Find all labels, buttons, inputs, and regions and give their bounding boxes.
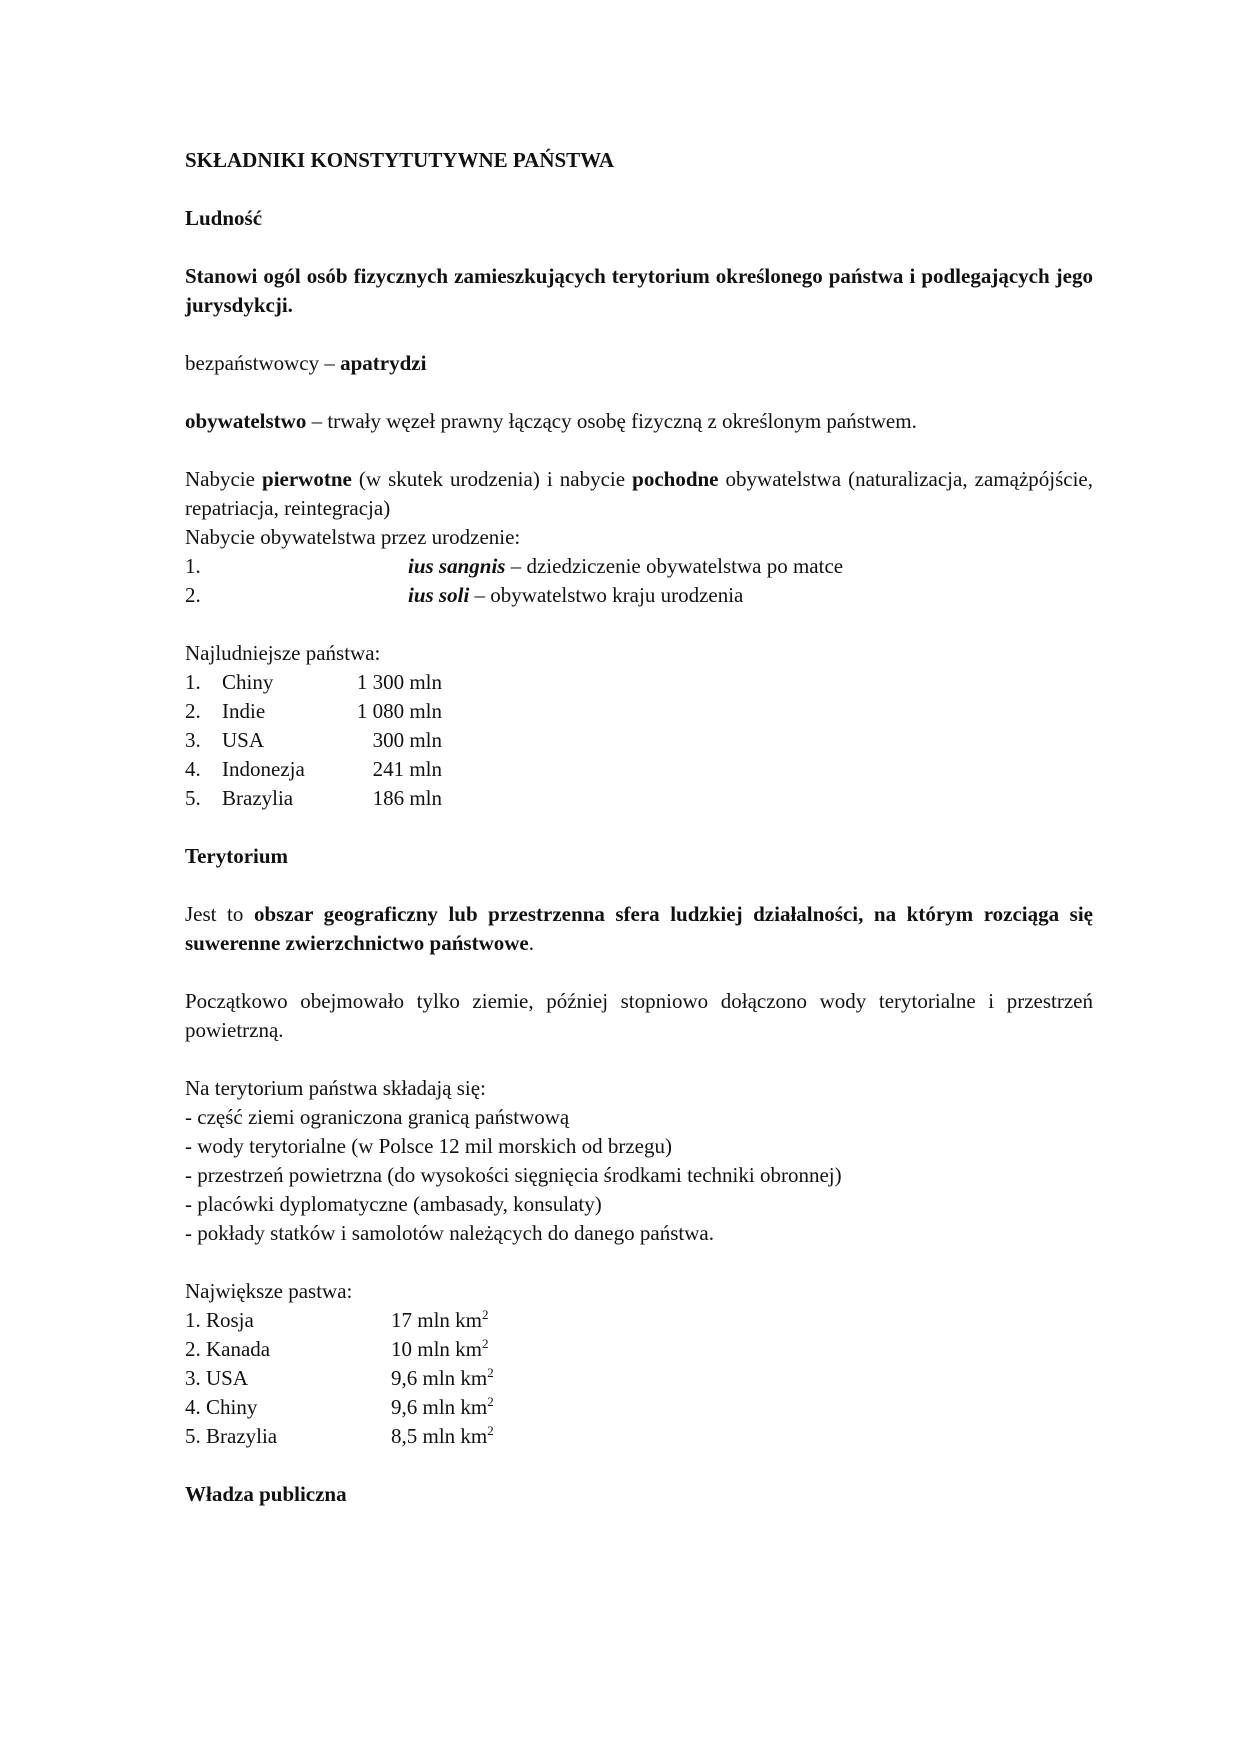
document-title: SKŁADNIKI KONSTYTUTYWNE PAŃSTWA bbox=[185, 148, 615, 172]
population-row: 1. Chiny 1 300 mln bbox=[185, 670, 442, 694]
components-intro: Na terytorium państwa składają się: bbox=[185, 1076, 486, 1100]
component-item: - część ziemi ograniczona granicą państwową bbox=[185, 1105, 570, 1129]
document-page bbox=[185, 146, 1093, 1509]
component-item: - przestrzeń powietrzna (do wysokości sięgnięcia środkami techniki obronnej) bbox=[185, 1163, 842, 1187]
stateless-value: apatrydzi bbox=[340, 351, 427, 375]
stateless-term: bezpaństwowcy bbox=[185, 351, 320, 375]
population-row: 3. USA 300 mln bbox=[185, 728, 442, 752]
primary-term: pierwotne bbox=[262, 467, 352, 491]
population-row: 5. Brazylia 186 mln bbox=[185, 786, 442, 810]
section-heading-ludnosc: Ludność bbox=[185, 206, 263, 230]
area-row: 4. Chiny 9,6 mln $km^2$ bbox=[185, 1394, 494, 1419]
by-birth-item: 1. ius sangnis – dziedziczenie obywatelstwa po matce bbox=[185, 554, 844, 578]
component-item: - wody terytorialne (w Polsce 12 mil morskich od brzegu) bbox=[185, 1134, 672, 1158]
derived-term: pochodne bbox=[632, 467, 719, 491]
largest-intro: Największe pastwa: bbox=[185, 1279, 353, 1303]
population-row: 2. Indie 1 080 mln bbox=[185, 699, 442, 723]
area-row: 3. USA 9,6 mln $km^2$ bbox=[185, 1365, 494, 1390]
by-birth-item: 2. ius soli – obywatelstwo kraju urodzenia bbox=[185, 583, 744, 607]
area-row: 5. Brazylia 8,5 mln $km^2$ bbox=[185, 1423, 494, 1448]
component-item: - placówki dyplomatyczne (ambasady, konsulaty) bbox=[185, 1192, 602, 1216]
ludnosc-definition: Stanowi ogól osób fizycznych zamieszkujących terytorium określonego państwa i podlegających jego jurysdykcji. bbox=[185, 264, 1093, 317]
terytorium-history: Początkowo obejmowało tylko ziemie, później stopniowo dołączono wody terytorialne i przestrzeń powietrzną. bbox=[185, 989, 1093, 1042]
component-item: - pokłady statków i samolotów należących do danego państwa. bbox=[185, 1221, 714, 1245]
stateless-line: bezpaństwowcy – apatrydzi bbox=[185, 351, 427, 375]
terytorium-definition: Jest to obszar geograficzny lub przestrzenna sfera ludzkiej działalności, na którym rozciąga się suwerenne zwierzchnictwo państwowe. bbox=[185, 902, 1093, 955]
by-birth-intro: Nabycie obywatelstwa przez urodzenie: bbox=[185, 525, 521, 549]
section-heading-wladza: Władza publiczna bbox=[185, 1482, 347, 1506]
acquisition-paragraph: Nabycie pierwotne (w skutek urodzenia) i nabycie pochodne obywatelstwa (naturalizacja, zamążpójście, repatriacja, reintegracja) bbox=[185, 467, 1094, 520]
area-row: 2. Kanada 10 mln $km^2$ bbox=[185, 1336, 489, 1361]
area-row: 1. Rosja 17 mln $km^2$ bbox=[185, 1307, 489, 1332]
most-populous-intro: Najludniejsze państwa: bbox=[185, 641, 381, 665]
population-row: 4. Indonezja 241 mln bbox=[185, 757, 442, 781]
citizenship-term: obywatelstwo bbox=[185, 409, 307, 433]
citizenship-line: obywatelstwo – trwały węzeł prawny łączący osobę fizyczną z określonym państwem. bbox=[185, 409, 917, 433]
section-heading-terytorium: Terytorium bbox=[185, 844, 289, 868]
